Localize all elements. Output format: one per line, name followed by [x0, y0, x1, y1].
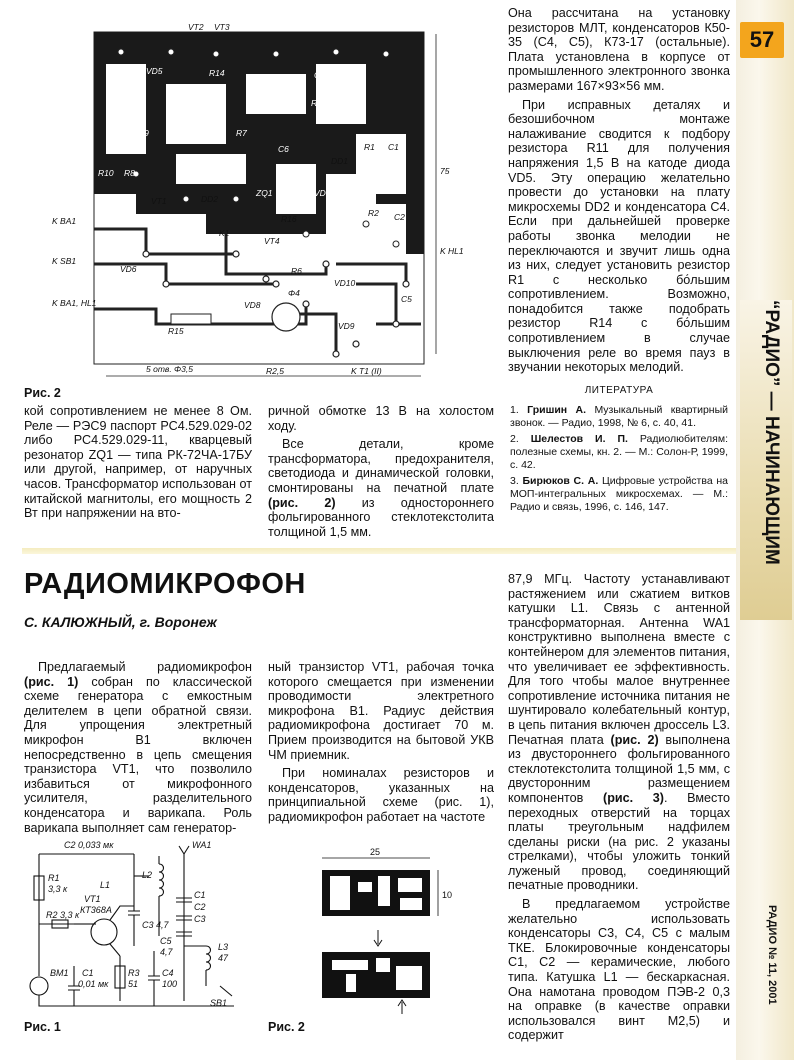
pcb-label: ZQ1	[256, 188, 273, 198]
pcb-label: VD8	[244, 300, 261, 310]
literature-item: 3. Бирюков С. А. Цифровые устройства на МОП-интегральных микросхемах. — М.: Радио и связь, 1996, с. 146, 147.	[510, 475, 729, 513]
pcb-label: R10	[98, 168, 114, 178]
schematic-label: L3	[218, 942, 229, 952]
pcb-label: VT1	[151, 196, 167, 206]
paragraph: Все детали, кроме трансформатора, предохранителя, светодиода и динамической головки, смонтированы на печатной плате (рис. 2) из одностороннего фольгированного стеклотекстолита толщиной 1,5 мм.	[268, 437, 494, 539]
pcb-label: VD6	[120, 264, 137, 274]
dimension-height: 10	[442, 890, 453, 900]
section-title: “РАДИО” — НАЧИНАЮЩИМ	[761, 300, 782, 565]
paragraph: При номиналах резисторов и конденсаторов, указанных на принципиальной схеме (рис. 1), радиомикрофон работает на частоте	[268, 766, 494, 824]
literature-heading: ЛИТЕРАТУРА	[584, 385, 654, 396]
text-column	[24, 404, 252, 525]
paragraph: Предлагаемый радиомикрофон (рис. 1) собран по классической схеме генератора с емкостным делителем в цепи обратной связи. Для упрощения электретный микрофон В1 включен непосредственно в цепь смещения транзистора VT1, что позволило избавиться от микрофонного усилителя, разделительного конденсатора и варикапа. Роль варикапа выполняет сам генератор-	[24, 660, 252, 835]
pcb-label: K BA1, HL1	[52, 298, 97, 308]
pcb-label: 75	[440, 166, 450, 176]
pcb-label: C3	[314, 70, 325, 80]
pcb-label: VD9	[338, 321, 355, 331]
pcb-label: R4	[331, 204, 342, 214]
pcb-label: VD7	[248, 86, 265, 96]
schematic-label: L2	[142, 870, 153, 880]
figure-caption: Рис. 2	[268, 1020, 305, 1034]
schematic-label: SB1	[210, 998, 228, 1008]
schematic-label: 0,01 мк	[78, 979, 109, 989]
pcb-label: Φ4	[288, 288, 300, 298]
pcb-label: VT4	[264, 236, 280, 246]
pcb-label: R12	[184, 108, 200, 118]
pcb-label: R16	[281, 214, 297, 224]
paragraph: кой сопротивлением не менее 8 Ом. Реле — РЭС9 паспорт РС4.529.029-02 либо РС4.529.029-11, кварцевый резонатор ZQ1 — типа РК-72ЧА-17БУ или другой, например, от наручных часов. Трансформатор использован от китайской магнитолы, его мощность 2 Вт при напряжении на вто-	[24, 404, 252, 521]
pcb-label: VT3	[214, 22, 230, 32]
article-title: РАДИОМИКРОФОН	[24, 568, 306, 600]
schematic-label: 3,3 к	[48, 884, 68, 894]
pcb-label: VD3	[314, 188, 331, 198]
pcb-label: R13	[256, 74, 272, 84]
paragraph: ный транзистор VT1, рабочая точка которого смещается при изменении проводимости электретного микрофона В1. Радиус действия радиомикрофона достигает 70 м. Прием производится на бытовой УКВ ЧМ приемник.	[268, 660, 494, 762]
pcb-label: C1	[388, 142, 399, 152]
pcb-label: R1	[364, 142, 375, 152]
schematic-label: R2 3,3 к	[46, 910, 80, 920]
schematic-label: C3	[194, 914, 206, 924]
paragraph: ричной обмотке 13 В на холостом ходу.	[268, 404, 494, 433]
issue-label: РАДИО № 11, 2001	[766, 905, 778, 1005]
literature-list	[510, 404, 728, 517]
schematic-label: R3	[128, 968, 140, 978]
schematic-label: R1	[48, 873, 60, 883]
pcb-label: R11	[116, 81, 131, 91]
article-author: С. КАЛЮЖНЫЙ, г. Воронеж	[24, 614, 217, 630]
schematic-label: 47	[218, 953, 229, 963]
paragraph: 87,9 МГц. Частоту устанавливают растяжением или сжатием витков катушки L1. Связь с антенной трансформаторная. Антенна WA1 конструктивно выполнена вместе с контейнером для элементов питания, что увеличивает ее эффективность. Для того чтобы малое внутреннее сопротивление источника питания не шунтировало колебательный контур, в цепь питания включен дроссель L3. Печатная плата (рис. 2) выполнена из двустороннего фольгированного стеклотекстолита толщиной 1,5 мм, с двусторонним размещением компонентов (рис. 3). Вместо переходных отверстий на торцах платы треугольным надфилем сделаны риски (на рис. 2 указаны стрелками), чтобы уложить тонкий луженый провод, соединяющий печатные проводники.	[508, 572, 730, 893]
pcb-label: R14	[209, 68, 225, 78]
pcb-label: K1	[219, 228, 230, 238]
pcb-figure-small	[318, 848, 468, 1018]
paragraph: Она рассчитана на установку резисторов МЛТ, конденсаторов К50-35 (С4, С5), К73-17 (остальные). Плата установлена в корпусе от промышленного электронного звонка размерами 167×93×56 мм.	[508, 6, 730, 93]
pcb-label: C4	[116, 134, 127, 144]
literature-item: 2. Шелестов И. П. Радиолюбителям: полезные схемы, кн. 2. — М.: Солон-Р, 1999, с. 42.	[510, 433, 728, 471]
pcb-label: R2	[368, 208, 379, 218]
pcb-label: R6	[291, 266, 302, 276]
pcb-label: VD10	[334, 278, 356, 288]
schematic-label: КТ368А	[80, 905, 112, 915]
text-column	[268, 660, 494, 829]
schematic-label: C1	[194, 890, 206, 900]
pcb-label: R15	[168, 326, 184, 336]
literature-item: 1. Гришин А. Музыкальный квартирный звонок. — Радио, 1998, № 6, с. 40, 41.	[510, 404, 729, 429]
pcb-label: VT2	[188, 22, 204, 32]
pcb-label: R9	[138, 128, 149, 138]
page-number: 57	[740, 22, 784, 58]
dimension-width: 25	[370, 847, 381, 857]
schematic-label: 100	[162, 979, 178, 989]
text-column	[268, 404, 494, 543]
pcb-label: VD1	[346, 192, 363, 202]
pcb-figure-top	[52, 22, 500, 384]
pcb-label: R7	[236, 128, 247, 138]
schematic-label: BM1	[50, 968, 69, 978]
paragraph: При исправных деталях и безошибочном монтаже налаживание сводится к подбору резистора R11 для получения напряжения 1,5 В на катоде диода VD5. Эту операцию желательно провести до установки на плату микросхемы DD2 и конденсатора С4. Если при дальнейшей проверке работы звонка мелодии не переключаются и звучит лишь одна из них, следует установить резистор R1 с несколько бо́льшим сопротивлением. Возможно, понадобится также подобрать резистор R14 с бо́льшим сопротивлением в случае выключения реле во время пауз в звучании некоторых мелодий.	[508, 97, 730, 375]
schematic-label: C4	[162, 968, 174, 978]
pcb-label: R2,5	[266, 366, 284, 376]
figure-caption: Рис. 2	[24, 386, 61, 400]
figure-caption: Рис. 1	[24, 1020, 61, 1034]
schematic-label: C5	[160, 936, 172, 946]
pcb-label: K T1 (II)	[351, 366, 382, 376]
schematic-label: C2 0,033 мк	[64, 840, 114, 850]
pcb-label: K BA1	[52, 216, 77, 226]
schematic-label: C3 4,7	[142, 920, 169, 930]
pcb-label: K SB1	[52, 256, 77, 266]
schematic-figure	[24, 836, 252, 1012]
pcb-label: R8	[124, 168, 135, 178]
section-divider	[22, 548, 736, 554]
schematic-label: L1	[100, 880, 111, 890]
pcb-label: VD5	[146, 66, 163, 76]
pcb-label: R5	[311, 98, 322, 108]
pcb-label: C2	[394, 212, 405, 222]
pcb-label: C5	[401, 294, 412, 304]
pcb-label: DD1	[331, 156, 349, 166]
text-column	[24, 660, 252, 839]
pcb-label: DD2	[201, 194, 219, 204]
schematic-label: 4,7	[160, 947, 173, 957]
pcb-label: C6	[278, 144, 289, 154]
schematic-label: WA1	[192, 840, 212, 850]
text-column	[508, 572, 730, 1047]
pcb-label: 5 отв. Φ3,5	[146, 364, 193, 374]
schematic-label: VT1	[84, 894, 101, 904]
pcb-label: VD2	[334, 86, 351, 96]
text-column	[508, 6, 730, 379]
schematic-label: C1	[82, 968, 94, 978]
paragraph: В предлагаемом устройстве желательно использовать конденсаторы С3, С4, С5 с малым ТКЕ. Блокировочные конденсаторы С1, С2 — керамические, любого типа. Катушка L1 — бескаркасная. Она намотана проводом ПЭВ-2 0,3 на оправке (в качестве оправки использовался винт М2,5) и содержит	[508, 897, 730, 1043]
pcb-label: K HL1	[440, 246, 464, 256]
schematic-label: C2	[194, 902, 206, 912]
schematic-label: 51	[128, 979, 139, 989]
